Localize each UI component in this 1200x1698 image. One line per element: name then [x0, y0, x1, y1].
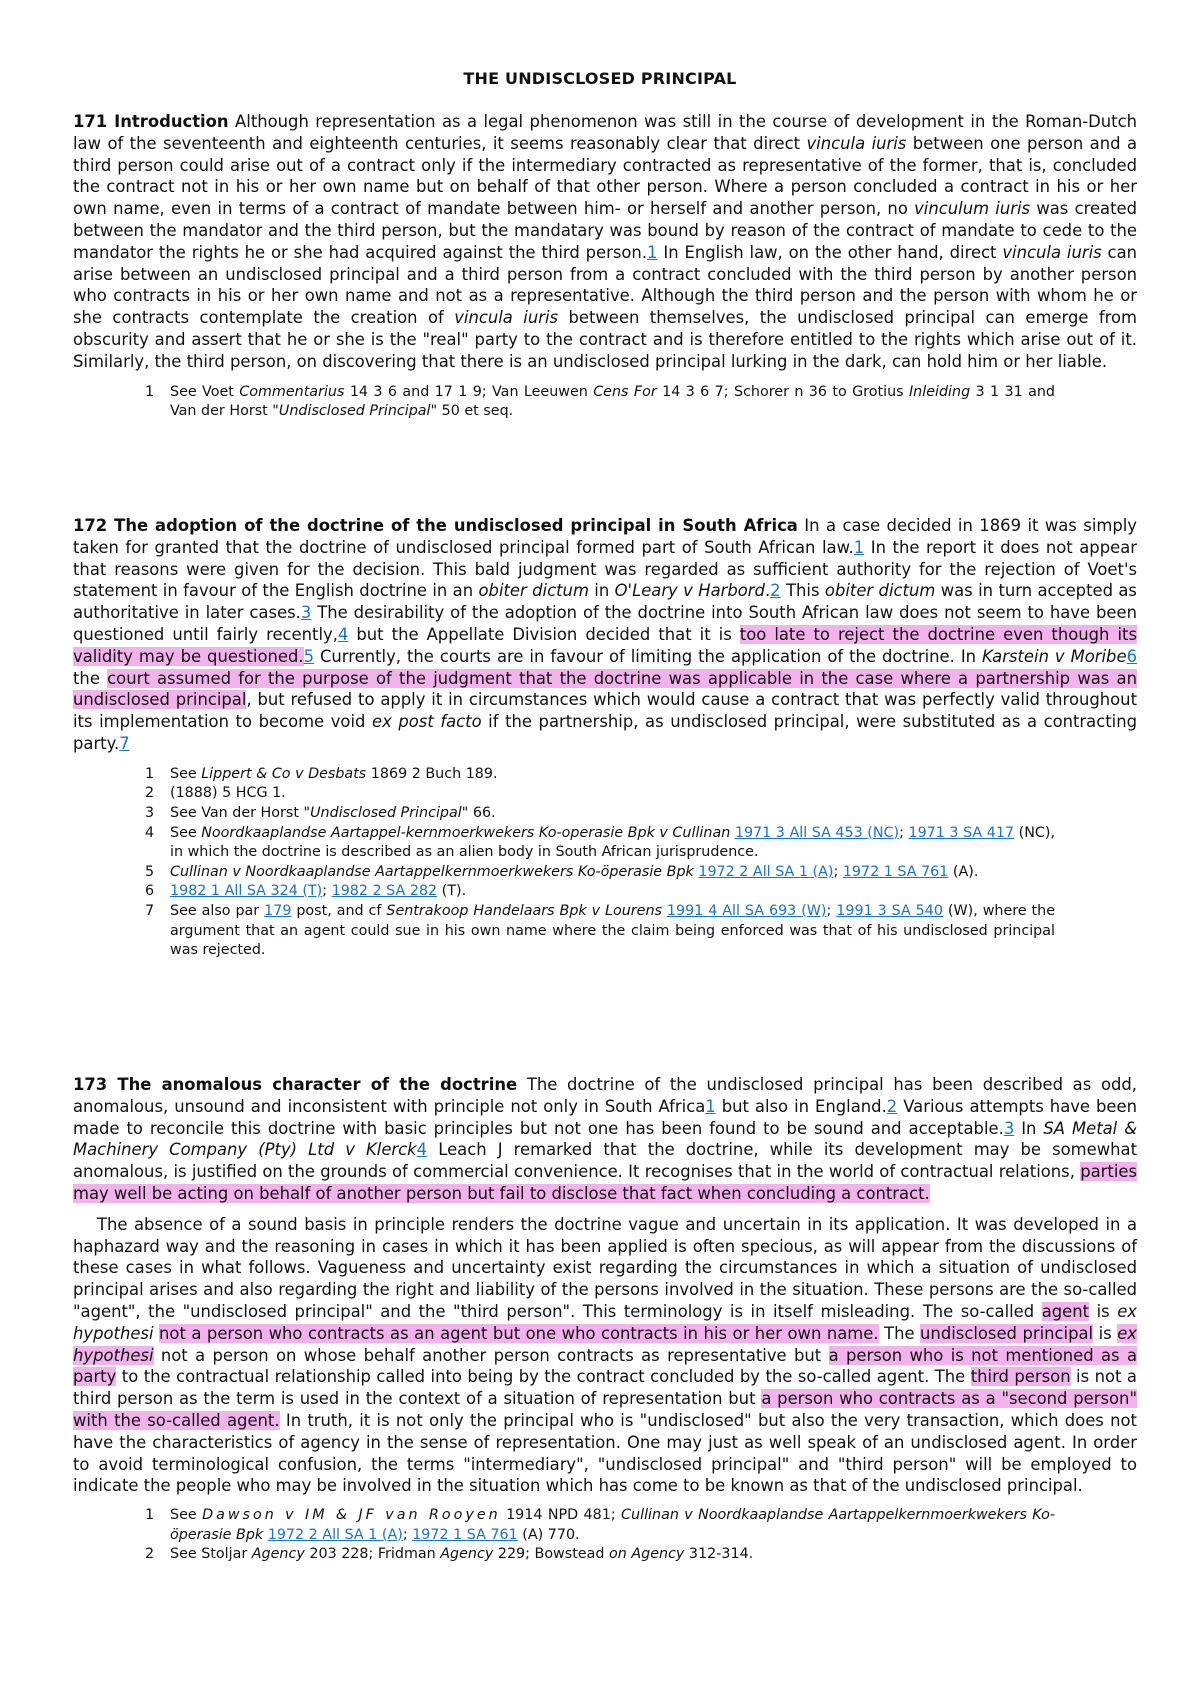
citation-link[interactable]: 1972 1 SA 761	[842, 863, 949, 880]
citation-link[interactable]: 1982 1 All SA 324 (T)	[170, 883, 323, 900]
section-173	[73, 1074, 1137, 1565]
section-172-heading: 172 The adoption of the doctrine of the undisclosed principal in South Africa	[73, 516, 798, 535]
section-171-paragraph: 171 Introduction Although representation as a legal phenomenon was still in the course of development in the Roman-Dutch law of the seventeenth and eighteenth centuries, it seems reasonably clear that direct vincula iuris between one person and a third person could arise out of a contract only if the intermediary contracted as representative of the former, that is, concluded the contract not in his or her own name but on behalf of that other person. Where a person concluded a contract in his or her own name, even in terms of a contract of mandate between him- or herself and another person, no vinculum iuris was created between the mandator and the third person, but the mandatary was bound by reason of the contract of mandate to cede to the mandator the rights he or she had acquired against the third person.1 In English law, on the other hand, direct vincula iuris can arise between an undisclosed principal and a third person from a contract concluded with the third person by another person who contracts in his or her own name and not as a representative. Although the third person and the person with whom he or she contracts contemplate the creation of vincula iuris between themselves, the undisclosed principal can emerge from obscurity and assert that he or she is the "real" party to the contract and is therefore entitled to the rights which arise out of it. Similarly, the third person, on discovering that there is an undisclosed principal lurking in the dark, can hold him or her liable.	[73, 112, 1138, 371]
document-title: THE UNDISCLOSED PRINCIPAL	[463, 69, 737, 88]
highlight: parties may well be acting on behalf of another person but fail to disclose that fact when concluding a contract.	[73, 1162, 1137, 1203]
footnote-ref[interactable]: 1	[705, 1096, 716, 1116]
citation-link[interactable]: 1972 2 All SA 1 (A)	[267, 1526, 403, 1543]
highlight: third person	[970, 1367, 1071, 1387]
footnote: 1 See Lippert & Co v Desbats 1869 2 Buch 189.	[145, 765, 498, 782]
section-173-paragraph: 173 The anomalous character of the doctrine The doctrine of the undisclosed principal has been described as odd, anomalous, unsound and inconsistent with principle not only in South Africa1 but also in England.2 Various attempts have been made to reconcile this doctrine with basic principles but not one has been found to be sound and acceptable.3 In SA Metal & Machinery Company (Pty) Ltd v Klerck4 Leach J remarked that the doctrine, while its development may be somewhat anomalous, is justified on the grounds of commercial convenience. It recognises that in the world of contractual relations, parties may well be acting on behalf of another person but fail to disclose that fact when concluding a contract.	[73, 1075, 1138, 1203]
section-172	[73, 515, 1137, 961]
citation-link[interactable]: 1991 4 All SA 693 (W)	[666, 902, 827, 919]
footnote-ref[interactable]: 5	[303, 646, 314, 666]
citation-link[interactable]: 1972 1 SA 761	[412, 1526, 518, 1543]
section-171-footnotes	[73, 383, 1137, 422]
footnote-ref[interactable]: 3	[300, 603, 312, 623]
highlight: not a person who contracts as an agent but one who contracts in his or her own name.	[159, 1323, 879, 1343]
footnote-ref[interactable]: 7	[119, 733, 130, 753]
citation-link[interactable]: 1972 2 All SA 1 (A)	[698, 863, 834, 880]
footnote: 4 See Noordkaaplandse Aartappel-kernmoerkwekers Ko-operasie Bpk v Cullinan 1971 3 All SA 453 (NC); 1971 3 SA 417 (NC), in which the doctrine is described as an alien body in South African jurisprudence.	[145, 824, 1055, 861]
highlight: court assumed for the purpose of the judgment that the doctrine was applicable in the case where a partnership was an undisclosed principal	[73, 668, 1137, 710]
highlight: undisclosed principal	[920, 1323, 1094, 1343]
citation-link[interactable]: 1991 3 SA 540	[836, 902, 943, 919]
section-172-footnotes	[73, 765, 1137, 961]
highlight: a person who is not mentioned as a party	[73, 1345, 1137, 1387]
footnote-ref[interactable]: 2	[886, 1096, 898, 1116]
footnote-ref[interactable]: 1	[647, 242, 658, 262]
footnote-ref[interactable]: 4	[337, 624, 349, 644]
highlight: ex hypothesi	[73, 1323, 1138, 1365]
citation-link[interactable]: 1971 3 All SA 453 (NC)	[734, 824, 900, 841]
section-173-heading: 173 The anomalous character of the doctrine	[73, 1075, 518, 1094]
highlight: agent	[1041, 1301, 1090, 1321]
section-171	[73, 111, 1137, 422]
citation-link[interactable]: 1971 3 SA 417	[908, 824, 1015, 841]
footnote: 3 See Van der Horst "Undisclosed Principal" 66.	[145, 804, 496, 821]
footnote: 1 See Dawson v IM & JF van Rooyen 1914 NPD 481; Cullinan v Noordkaaplandse Aartappelkernmoerkwekers Ko-öperasie Bpk 1972 2 All SA 1 (A); 1972 1 SA 761 (A) 770.	[145, 1507, 1056, 1543]
section-171-heading: 171 Introduction	[73, 112, 229, 131]
footnote-ref[interactable]: 6	[1126, 646, 1137, 666]
footnote: 1 See Voet Commentarius 14 3 6 and 17 1 9; Van Leeuwen Cens For 14 3 6 7; Schorer n 36 to Grotius Inleiding 3 1 31 and Van der Horst "Undisclosed Principal" 50 et seq.	[145, 383, 1056, 420]
footnote-ref[interactable]: 2	[770, 581, 781, 601]
footnote-ref[interactable]: 3	[1003, 1118, 1015, 1138]
citation-link[interactable]: 179	[264, 902, 292, 919]
footnote: 5 Cullinan v Noordkaaplandse Aartappelkernmoerkwekers Ko-öperasie Bpk 1972 2 All SA 1 (A); 1972 1 SA 761 (A).	[145, 863, 979, 880]
footnote: 2 (1888) 5 HCG 1.	[145, 785, 286, 802]
highlight: too late to reject the doctrine even though its validity may be questioned.	[73, 624, 1137, 666]
footnote-ref[interactable]: 4	[416, 1140, 428, 1160]
citation-link[interactable]: 1982 2 SA 282	[331, 883, 438, 900]
footnote: 7 See also par 179 post, and cf Sentrakoop Handelaars Bpk v Lourens 1991 4 All SA 693 (W); 1991 3 SA 540 (W), where the argument that an agent could sue in his own name where the claim being enforced was that of his undisclosed principal was rejected.	[145, 902, 1055, 959]
section-172-paragraph: 172 The adoption of the doctrine of the undisclosed principal in South Africa In a case decided in 1869 it was simply taken for granted that the doctrine of undisclosed principal formed part of South African law.1 In the report it does not appear that reasons were given for the decision. This bald judgment was regarded as sufficient authority for the rejection of Voet's statement in favour of the English doctrine in an obiter dictum in O'Leary v Harbord.2 This obiter dictum was in turn accepted as authoritative in later cases.3 The desirability of the adoption of the doctrine into South African law does not seem to have been questioned until fairly recently,4 but the Appellate Division decided that it is too late to reject the doctrine even though its validity may be questioned.5 Currently, the courts are in favour of limiting the application of the doctrine. In Karstein v Moribe6 the court assumed for the purpose of the judgment that the doctrine was applicable in the case where a partnership was an undisclosed principal, but refused to apply it in circumstances which would cause a contract that was perfectly valid throughout its implementation to become void ex post facto if the partnership, as undisclosed principal, were substituted as a contracting party.7	[73, 516, 1138, 753]
footnote: 2 See Stoljar Agency 203 228; Fridman Agency 229; Bowstead on Agency 312-314.	[145, 1546, 754, 1563]
section-173-footnotes	[73, 1506, 1137, 1565]
highlight: a person who contracts as a "second person" with the so-called agent.	[73, 1389, 1137, 1430]
footnote-ref[interactable]: 1	[853, 537, 865, 557]
section-173-paragraph-2: The absence of a sound basis in principle renders the doctrine vague and uncertain in its application. It was developed in a haphazard way and the reasoning in cases in which it has been applied is often specious, as will appear from the discussions of these cases in what follows. Vagueness and uncertainty exist regarding the circumstances in which a situation of undisclosed principal arises and also regarding the right and liability of the persons involved in the situation. These persons are the so-called "agent", the "undisclosed principal" and the "third person". This terminology is in itself misleading. The so-called agent is ex hypothesi not a person who contracts as an agent but one who contracts in his or her own name. The undisclosed principal is ex hypothesi not a person on whose behalf another person contracts as representative but a person who is not mentioned as a party to the contractual relationship called into being by the contract concluded by the so-called agent. The third person is not a third person as the term is used in the context of a situation of representation but a person who contracts as a "second person" with the so-called agent. In truth, it is not only the principal who is "undisclosed" but also the very transaction, which does not have the characteristics of agency in the sense of representation. One may just as well speak of an undisclosed agent. In order to avoid terminological confusion, the terms "intermediary", "undisclosed principal" and "third person" will be employed to indicate the people who may be involved in the situation which has come to be known as that of the undisclosed principal.	[73, 1214, 1138, 1496]
footnote: 6 1982 1 All SA 324 (T); 1982 2 SA 282 (T).	[145, 883, 467, 900]
